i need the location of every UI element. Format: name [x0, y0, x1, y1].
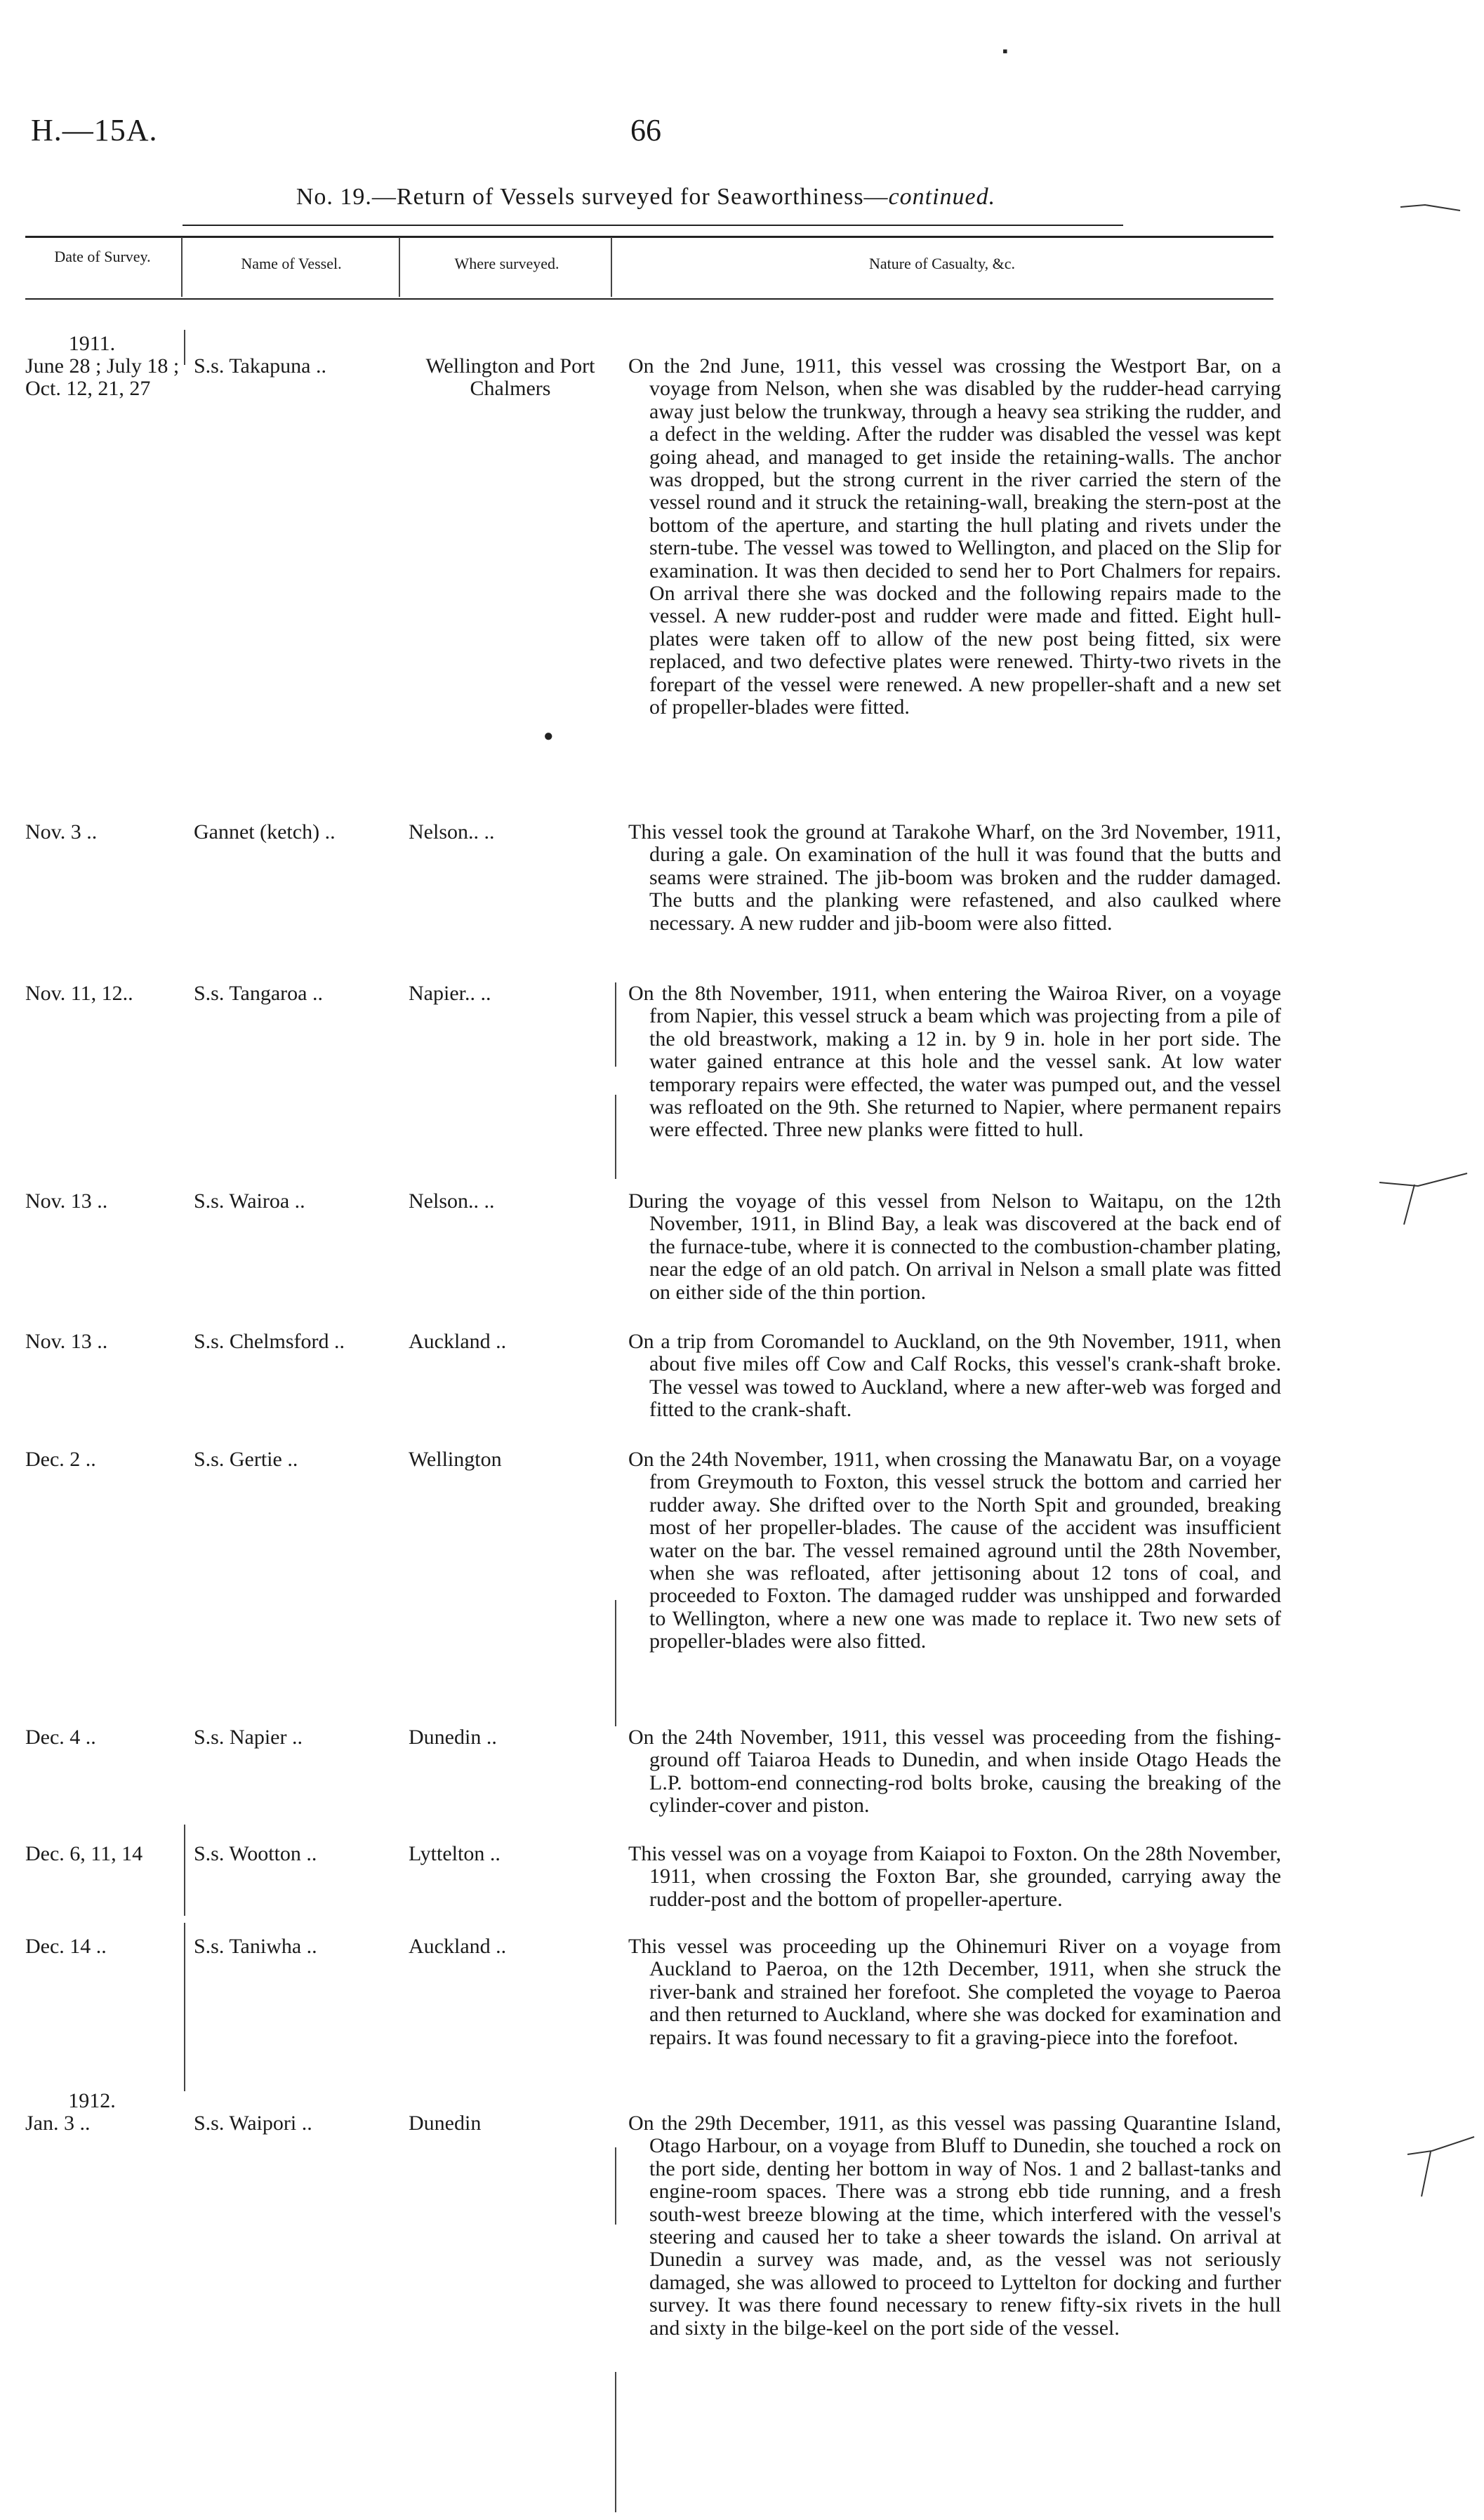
column-header-where: Where surveyed.: [454, 255, 559, 272]
casualty-description: On the 29th December, 1911, as this vessel was passing Quarantine Island, Otago Harbour, on a voyage from Bluff to Dunedin, she touched a rock on the port side, denting her bottom in way of Nos. 1 and 2 ballast-tanks and engine-room spaces. There was a strong ebb tide running, and a fresh south-west breeze blowing at the time, which interfered with the vessel's steering and caused her to take a sheer towards the island. On arrival at Dunedin a survey was made, and, as the vessel was not seriously damaged, she was allowed to proceed to Lyttelton for docking and further survey. It was there found necessary to renew fifty-six rivets in the hull and sixty in the bilge-keel on the port side of the vessel.: [628, 2112, 1281, 2340]
survey-location: Nelson.. ..: [409, 820, 495, 844]
casualty-description: This vessel took the ground at Tarakohe Wharf, on the 3rd November, 1911, during a gale. On examination of the hull it was found that the butts and seams were strained. The jib-boom was broken and the rudder damaged. The butts and the planking were refastened, and also caulked where necessary. A new rudder and jib-boom were also fitted.: [628, 820, 1281, 935]
casualty-description: On the 24th November, 1911, this vessel was proceeding from the fishing-ground off Taiaroa Heads to Dunedin, and when inside Otago Heads the L.P. bottom-end connecting-rod bolts broke, causing the breaking of the cylinder-cover and piston.: [628, 1726, 1281, 1818]
column-divider: [181, 237, 183, 297]
vessel-name: S.s. Taniwha ..: [194, 1935, 317, 1958]
column-divider: [615, 1095, 616, 1179]
column-divider: [184, 1825, 185, 1916]
page-number: 66: [630, 113, 661, 147]
column-divider: [184, 330, 185, 365]
page-title: [0, 184, 1292, 211]
survey-date: Dec. 4 ..: [25, 1726, 96, 1749]
casualty-description: On the 24th November, 1911, when crossing the Manawatu Bar, on a voyage from Greymouth to Foxton, this vessel struck the bottom and carried her rudder away. She drifted over to the North Spit and grounded, breaking most of her propeller-blades. The cause of the accident was insufficient water on the bar. The vessel remained aground until the 28th November, when she was refloated, after jettisoning about 12 tons of coal, and proceeded to Foxton. The damaged rudder was unshipped and forwarded to Wellington, where a new one was made to replace it. Two new sets of propeller-blades were also fitted.: [628, 1448, 1281, 1653]
column-divider: [615, 2147, 616, 2225]
column-header-vessel: Name of Vessel.: [241, 255, 342, 272]
survey-location: Lyttelton ..: [409, 1842, 501, 1865]
vessel-name: S.s. Tangaroa ..: [194, 982, 323, 1005]
survey-location: Auckland ..: [409, 1330, 507, 1353]
year-label: 1911.: [68, 332, 116, 355]
table-top-rule: [25, 236, 1273, 238]
column-header-date: Date of Survey.: [54, 248, 151, 265]
column-divider: [399, 237, 400, 297]
survey-date: Dec. 6, 11, 14: [25, 1842, 143, 1865]
survey-date: Nov. 13 ..: [25, 1189, 108, 1213]
casualty-description: On a trip from Coromandel to Auckland, on the 9th November, 1911, when about five miles off Cow and Calf Rocks, this vessel's crank-shaft broke. The vessel was towed to Auckland, where a new after-web was forged and fitted to the crank-shaft.: [628, 1330, 1281, 1422]
casualty-description: This vessel was proceeding up the Ohinemuri River on a voyage from Auckland to Paeroa, on the 12th December, 1911, when she struck the river-bank and strained her forefoot. She completed the voyage to Paeroa and then returned to Auckland, where she was docked for examination and repairs. It was found necessary to fit a graving-piece into the forefoot.: [628, 1935, 1281, 2049]
survey-location: Wellington: [409, 1448, 502, 1471]
vessel-name: S.s. Gertie ..: [194, 1448, 298, 1471]
column-divider: [615, 2372, 616, 2512]
margin-mark: [1404, 2126, 1481, 2204]
column-divider: [615, 982, 616, 1067]
vessel-name: S.s. Napier ..: [194, 1726, 303, 1749]
survey-date: Dec. 14 ..: [25, 1935, 107, 1958]
title-rule: [183, 225, 1123, 226]
survey-date: Nov. 13 ..: [25, 1330, 108, 1353]
vessel-name: S.s. Wootton ..: [194, 1842, 317, 1865]
speck-mark: ▪: [1002, 42, 1008, 60]
title-main: No. 19.—Return of Vessels surveyed for Seaworthiness—: [296, 184, 889, 210]
survey-location: Nelson.. ..: [409, 1189, 495, 1213]
vessel-name: Gannet (ketch) ..: [194, 820, 336, 844]
casualty-description: This vessel was on a voyage from Kaiapoi to Foxton. On the 28th November, 1911, when crossing the Foxton Bar, she grounded, carrying away the rudder-post and the bottom of propeller-aperture.: [628, 1842, 1281, 1911]
document-reference: H.—15A.: [31, 113, 158, 147]
vessel-name: S.s. Wairoa ..: [194, 1189, 305, 1213]
vessel-name: S.s. Waipori ..: [194, 2112, 312, 2135]
column-header-nature: Nature of Casualty, &c.: [868, 255, 1016, 272]
margin-mark: [1376, 1165, 1474, 1235]
survey-date: Nov. 11, 12..: [25, 982, 133, 1005]
survey-location: Auckland ..: [409, 1935, 507, 1958]
casualty-description: On the 2nd June, 1911, this vessel was crossing the Westport Bar, on a voyage from Nelson, when she was disabled by the rudder-head carrying away just below the trunkway, through a heavy sea striking the rudder, and a defect in the welding. After the rudder was disabled the vessel was kept going ahead, and managed to get inside the retaining-walls. The anchor was dropped, but the strong current in the river carried the stern of the vessel round and it struck the retaining-wall, breaking the stern-post at the bottom of the aperture, and starting the hull plating and rivets under the stern-tube. The vessel was towed to Wellington, and placed on the Slip for examination. It was then decided to send her to Port Chalmers for repairs. On arrival there she was docked and the following repairs made to the vessel. A new rudder-post and rudder were made and fitted. Eight hull-plates were taken off to allow of the new post being fitted, six were replaced, and two defective plates were renewed. Thirty-two rivets in the forepart of the vessel were renewed. A new propeller-shaft and a new set of propeller-blades were fitted.: [628, 354, 1281, 719]
casualty-description: During the voyage of this vessel from Nelson to Waitapu, on the 12th November, 1911, in Blind Bay, a leak was discovered at the back end of the furnace-tube, where it is connected to the combustion-chamber plating, near the edge of an old patch. On arrival in Nelson a small plate was fitted on either side of the thin portion.: [628, 1189, 1281, 1304]
survey-location: Wellington and Port Chalmers: [425, 354, 595, 400]
survey-date: June 28 ; July 18 ; Oct. 12, 21, 27: [25, 354, 180, 400]
title-continued: continued.: [888, 184, 996, 210]
survey-location: Dunedin: [409, 2112, 482, 2135]
table-header-rule: [25, 298, 1273, 300]
survey-date: Nov. 3 ..: [25, 820, 98, 844]
margin-mark: [1397, 189, 1467, 218]
casualty-description: On the 8th November, 1911, when entering the Wairoa River, on a voyage from Napier, this vessel struck a beam which was projecting from a pile of the old breastwork, making a 12 in. by 9 in. hole in her port side. The water gained entrance at this hole and the vessel sank. At low water temporary repairs were effected, the water was pumped out, and the vessel was refloated on the 9th. She returned to Napier, where permanent repairs were effected. Three new planks were fitted to hull.: [628, 982, 1281, 1142]
survey-date: Jan. 3 ..: [25, 2112, 91, 2135]
column-divider: [184, 1923, 185, 2091]
survey-date: Dec. 2 ..: [25, 1448, 96, 1471]
year-label: 1912.: [68, 2089, 116, 2112]
speck-mark: ●: [543, 727, 554, 745]
survey-location: Napier.. ..: [409, 982, 491, 1005]
column-divider: [615, 1600, 616, 1726]
vessel-name: S.s. Chelmsford ..: [194, 1330, 345, 1353]
vessel-name: S.s. Takapuna ..: [194, 354, 326, 378]
survey-location: Dunedin ..: [409, 1726, 497, 1749]
column-divider: [611, 237, 612, 297]
